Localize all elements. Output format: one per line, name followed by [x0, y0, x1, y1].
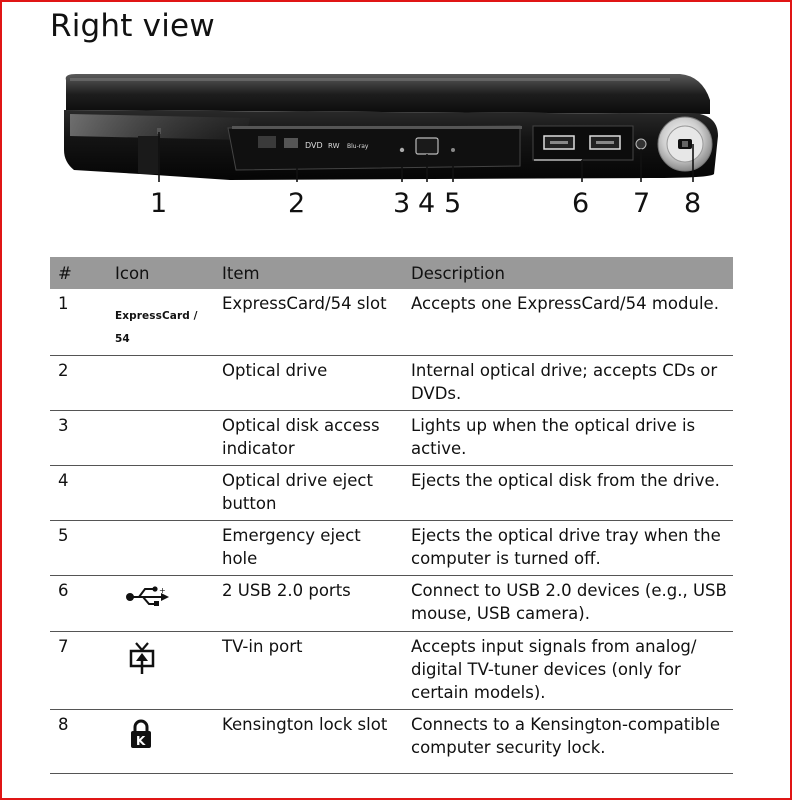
row-description: Accepts one ExpressCard/54 module. — [403, 289, 733, 356]
callout-3: 3 — [393, 188, 411, 219]
row-icon-cell — [107, 632, 214, 710]
row-item: Optical drive eject button — [214, 466, 403, 521]
row-description: Ejects the optical disk from the drive. — [403, 466, 733, 521]
callout-4: 4 — [418, 188, 436, 219]
row-number: 5 — [50, 521, 107, 576]
table-row — [50, 632, 733, 710]
row-number: 8 — [50, 710, 107, 774]
callout-6: 6 — [572, 188, 590, 219]
row-item: Optical disk access indicator — [214, 411, 403, 466]
row-item: Optical drive — [214, 356, 403, 411]
table-row — [50, 411, 733, 466]
header-item: Item — [214, 257, 403, 289]
table-row — [50, 710, 733, 774]
row-item: TV-in port — [214, 632, 403, 710]
callout-8: 8 — [684, 188, 702, 219]
dvd-logo: DVD — [305, 141, 323, 150]
table-row — [50, 521, 733, 576]
ports-table — [50, 257, 733, 774]
kensington-lock-icon — [129, 719, 153, 749]
svg-text:K: K — [136, 734, 146, 748]
row-number: 4 — [50, 466, 107, 521]
table-row — [50, 466, 733, 521]
row-icon-cell — [107, 521, 214, 576]
table-header-row — [50, 257, 733, 289]
tv-in-icon — [127, 641, 157, 677]
table-row — [50, 289, 733, 356]
row-description: Lights up when the optical drive is active. — [403, 411, 733, 466]
header-number: # — [50, 257, 107, 289]
row-description: Ejects the optical drive tray when the computer is turned off. — [403, 521, 733, 576]
header-icon: Icon — [107, 257, 214, 289]
row-item: Emergency eject hole — [214, 521, 403, 576]
row-number: 7 — [50, 632, 107, 710]
table-row — [50, 356, 733, 411]
rw-logo: RW — [328, 142, 340, 150]
row-number: 2 — [50, 356, 107, 411]
row-number: 3 — [50, 411, 107, 466]
svg-text:+: + — [159, 586, 166, 595]
row-item: Kensington lock slot — [214, 710, 403, 774]
row-number: 6 — [50, 576, 107, 632]
table-row — [50, 576, 733, 632]
row-icon-cell — [107, 356, 214, 411]
header-description: Description — [403, 257, 733, 289]
row-description: Connect to USB 2.0 devices (e.g., USB mouse, USB camera). — [403, 576, 733, 632]
row-icon-cell — [107, 710, 214, 774]
expresscard-label: ExpressCard / 54 — [115, 310, 198, 345]
row-description: Connects to a Kensington-compatible computer security lock. — [403, 710, 733, 774]
callout-2: 2 — [288, 188, 306, 219]
row-icon-cell — [107, 576, 214, 632]
row-icon-cell — [107, 466, 214, 521]
row-number: 1 — [50, 289, 107, 356]
usb-icon — [125, 585, 171, 607]
bluray-logo: Blu-ray — [347, 143, 369, 150]
page-title: Right view — [50, 8, 215, 44]
row-description: Accepts input signals from analog/ digital TV-tuner devices (only for certain models). — [403, 632, 733, 710]
row-item: ExpressCard/54 slot — [214, 289, 403, 356]
callout-5: 5 — [444, 188, 462, 219]
row-item: 2 USB 2.0 ports — [214, 576, 403, 632]
callout-7: 7 — [633, 188, 651, 219]
callout-1: 1 — [150, 188, 168, 219]
row-icon-cell — [107, 289, 214, 356]
row-icon-cell — [107, 411, 214, 466]
laptop-right-side-illustration — [50, 70, 740, 220]
row-description: Internal optical drive; accepts CDs or DVDs. — [403, 356, 733, 411]
